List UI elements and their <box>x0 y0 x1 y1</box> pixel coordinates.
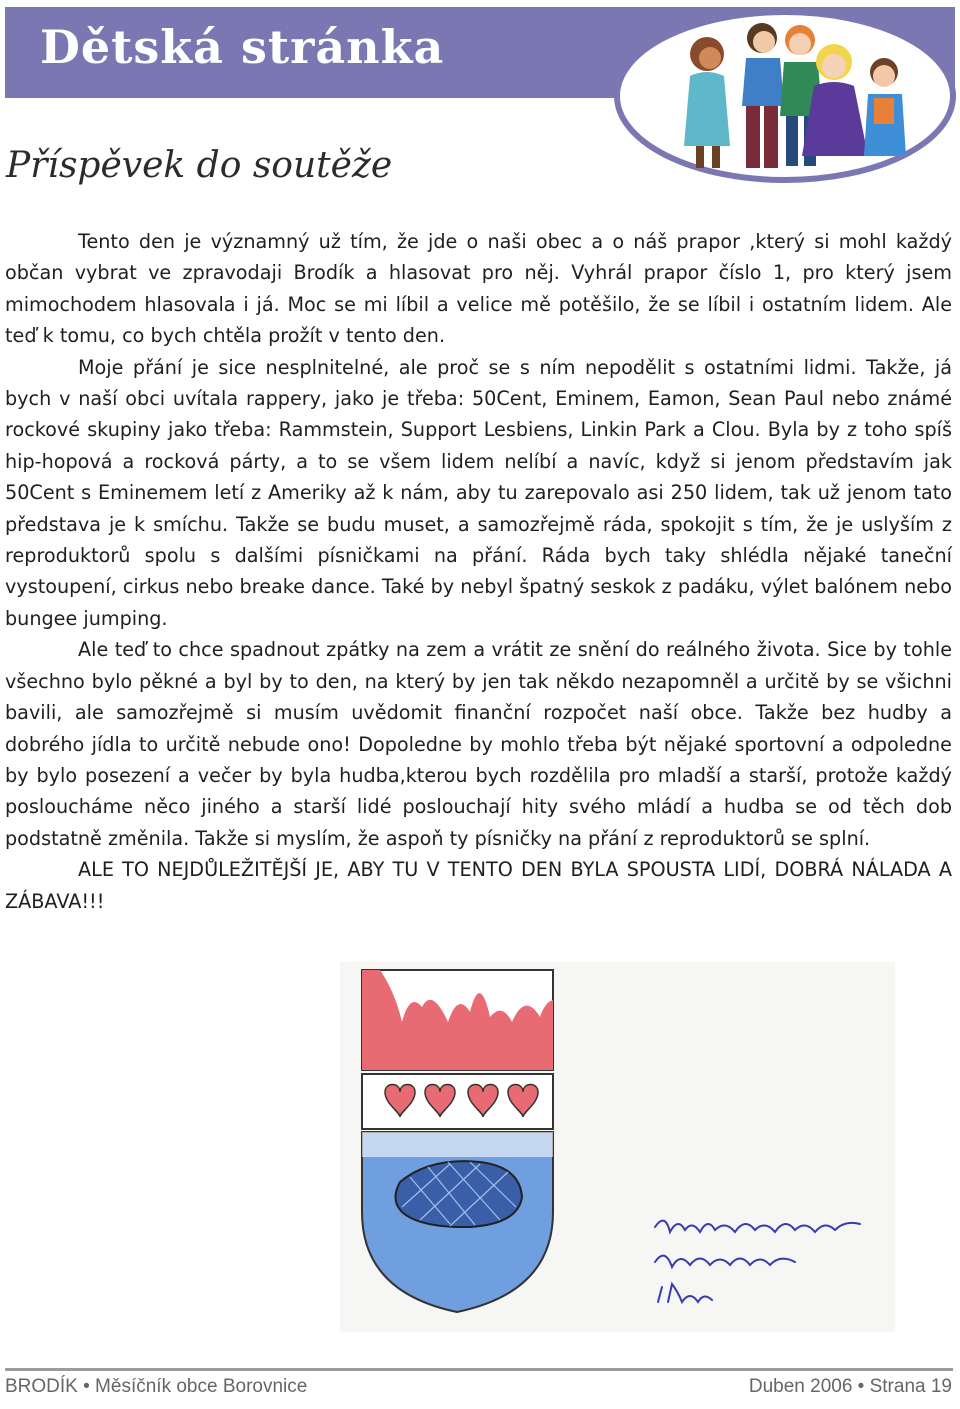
children-illustration <box>612 6 960 186</box>
article-heading: Příspěvek do soutěže <box>6 145 393 186</box>
footer-publication: BRODÍK • Měsíčník obce Borovnice <box>5 1376 308 1397</box>
page-title: Dětská stránka <box>40 20 445 74</box>
footer-page-info: Duben 2006 • Strana 19 <box>748 1376 952 1397</box>
footer-divider <box>5 1368 953 1371</box>
shield-drawing <box>362 970 553 1312</box>
article-body <box>5 226 952 917</box>
article-paragraph: Ale teď to chce spadnout zpátky na zem a vrátit ze snění do reálného života. Sice by tohle všechno bylo pěkné a byl by to den, na který by jen tak někdo nezapomněl a určitě by se všichni bavili, ale samozřejmě si musím uvědomit finanční rozpočet naší obce. Takže bez hudby a dobrého jídla to určitě nebude ono! Dopoledne by mohlo třeba být nějaké sportovní a odpoledne by bylo posezení a večer by byla hudba,kterou bych rozdělila pro mladší a starší, protože každý posloucháme něco jiného a starší lidé poslouchají hity svého mládí a hudba se od těch dob podstatně změnila. Takže si myslím, že aspoň ty písničky na přání z reproduktorů se splní. <box>5 638 952 850</box>
article-paragraph: Moje přání je sice nesplnitelné, ale proč se s ním nepodělit s ostatními lidmi. Takže, já bych v naší obci uvítala rappery, jako je třeba: 50Cent, Eminem, Eamon, Sean Paul nebo známé rockové skupiny jako třeba: Rammstein, Support Lesbiens, Linkin Park a Clou. Byla by z toho spíš hip-hopová a rocková párty, a to se všem lidem nelíbí a navíc, když si jenom představím jak 50Cent s Eminemem letí z Ameriky až k nám, aby tu zarepovalo asi 250 lidem, tak už jenom tato představa je k smíchu. Takže se budu muset, a samozřejmě ráda, spokojit s tím, že je uslyším z reproduktorů spolu s dalšími písničkami na přání. Ráda bych taky shlédla nějaké taneční vystoupení, cirkus nebo breake dance. Také by nebyl špatný seskok z padáku, výlet balónem nebo bungee jumping. <box>5 355 952 630</box>
article-paragraph: Tento den je významný už tím, že jde o naši obec a o náš prapor ,který si mohl každý občan vybrat ve zpravodaji Brodík a hlasovat pro něj. Vyhrál prapor číslo 1, pro který jsem mimochodem hlasovala i já. Moc se mi líbil a velice mě potěšilo, že se líbil i ostatním lidem. Ale teď k tomu, co bych chtěla prožít v tento den. <box>5 230 952 348</box>
flag-drawing <box>340 962 895 1332</box>
article-paragraph: ALE TO NEJDŮLEŽITĚJŠÍ JE, ABY TU V TENTO DEN BYLA SPOUSTA LIDÍ, DOBRÁ NÁLADA A ZÁBAVA!!! <box>5 858 952 913</box>
